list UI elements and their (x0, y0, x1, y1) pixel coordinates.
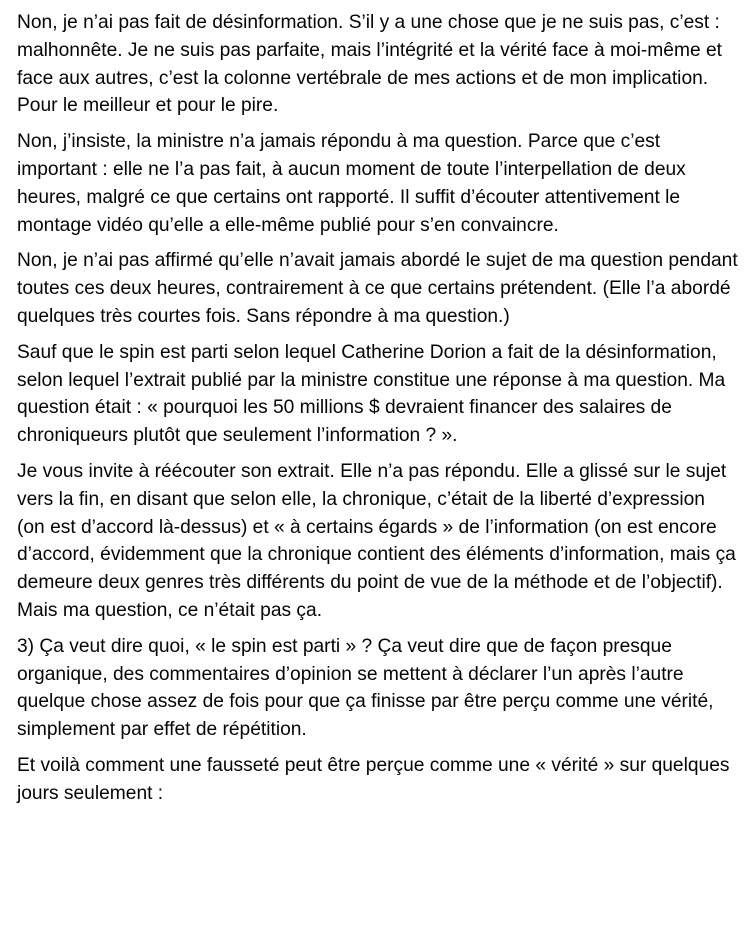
post-paragraph-1: Non, je n’ai pas fait de désinformation. S’il y a une chose que je ne suis pas, c’est : malhonnête. Je ne suis pas parfaite, mais l’intégrité et la vérité face à moi-même et face aux autres, c’est la colonne vertébrale de mes actions et de mon implication. Pour le meilleur et pour le pire. (17, 12, 722, 117)
post-paragraph-2: Non, j’insiste, la ministre n’a jamais répondu à ma question. Parce que c’est important : elle ne l’a pas fait, à aucun moment de toute l’interpellation de deux heures, malgré ce que certains ont rapporté. Il suffit d’écouter attentivement le montage vidéo qu’elle a elle-même publié pour s’en convaincre. (17, 131, 686, 236)
post-paragraph-4: Sauf que le spin est parti selon lequel Catherine Dorion a fait de la désinformation, selon lequel l’extrait publié par la ministre constitue une réponse à ma question. Ma question était : « pourquoi les 50 millions $ devraient financer des salaires de chroniqueurs plutôt que seulement l’information ? ». (17, 341, 726, 447)
post-paragraph-3: Non, je n’ai pas affirmé qu’elle n’avait jamais abordé le sujet de ma question pendant toutes ces deux heures, contrairement à ce que certains prétendent. (Elle l’a abordé quelques très courtes fois. Sans répondre à ma question.) (17, 250, 738, 327)
post-paragraph-6: 3) Ça veut dire quoi, « le spin est parti » ? Ça veut dire que de façon presque organique, des commentaires d’opinion se mettent à déclarer l’un après l’autre quelque chose assez de fois pour que ça finisse par être perçu comme une vérité, simplement par effet de répétition. (17, 635, 714, 741)
post-paragraph-7: Et voilà comment une fausseté peut être perçue comme une « vérité » sur quelques jours seulement : (17, 754, 730, 804)
post-paragraph-5: Je vous invite à réécouter son extrait. Elle n’a pas répondu. Elle a glissé sur le sujet vers la fin, en disant que selon elle, la chronique, c’était de la liberté d’expression (on est d’accord là-dessus) et « à certains égards » de l’information (on est encore d’accord, évidemment que la chronique contient des éléments d’information, mais ça demeure deux genres très différents du point de vue de la méthode et de l’objectif). Mais ma question, ce n’était pas ça. (17, 460, 736, 621)
